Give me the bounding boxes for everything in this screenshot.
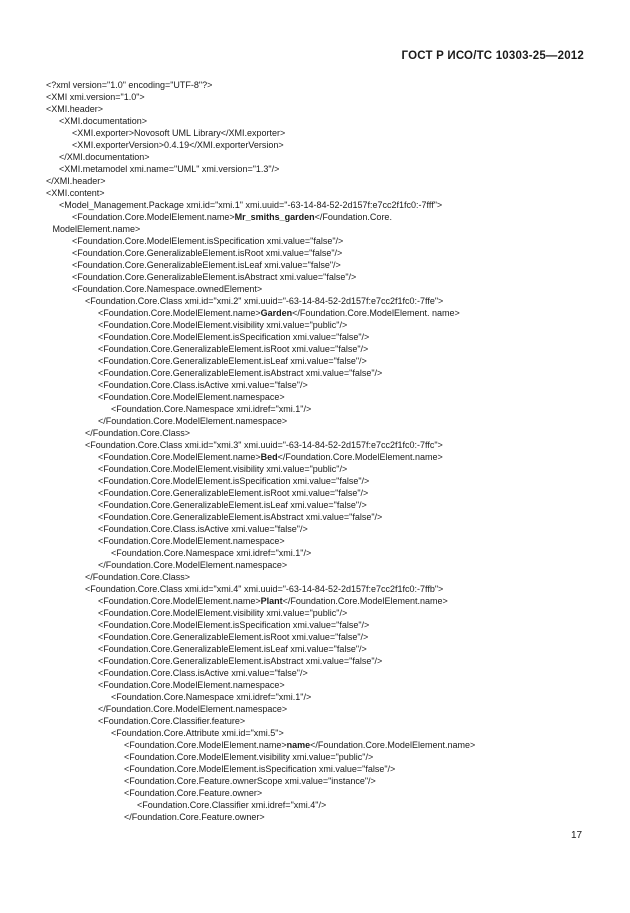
code-line: <Foundation.Core.GeneralizableElement.isLeaf xmi.value="false"/>	[98, 356, 367, 366]
code-line: <Foundation.Core.GeneralizableElement.isAbstract xmi.value="false"/>	[98, 368, 383, 378]
code-text: </Foundation.Core.ModelElement. name>	[292, 308, 460, 318]
code-line: <Foundation.Core.Class.isActive xmi.value="false"/>	[98, 524, 308, 534]
code-line: <Foundation.Core.ModelElement.namespace>	[98, 392, 285, 402]
code-line: </Foundation.Core.Class>	[85, 428, 191, 438]
code-line: <Foundation.Core.GeneralizableElement.isAbstract xmi.value="false"/>	[98, 656, 383, 666]
code-line: <Foundation.Core.ModelElement.visibility xmi.value="public"/>	[98, 320, 348, 330]
code-line: <Foundation.Core.Class.isActive xmi.value="false"/>	[98, 668, 308, 678]
code-line: <XMI.exporterVersion>0.4.19</XMI.exporterVersion>	[72, 140, 284, 150]
code-line: <Foundation.Core.Class xmi.id="xmi.3" xmi.uuid="-63-14-84-52-2d157f:e7cc2f1fc0:-7ffc">	[85, 440, 443, 450]
code-line: <Foundation.Core.Namespace xmi.idref="xmi.1"/>	[111, 548, 312, 558]
document-header: ГОСТ Р ИСО/ТС 10303-25—2012	[401, 50, 584, 62]
code-line: <Foundation.Core.Feature.ownerScope xmi.value="instance"/>	[124, 776, 376, 786]
code-line: <Foundation.Core.Namespace xmi.idref="xmi.1"/>	[111, 404, 312, 414]
code-line: </XMI.documentation>	[59, 152, 150, 162]
code-line: <Foundation.Core.Namespace.ownedElement>	[72, 284, 263, 294]
code-line: <Foundation.Core.GeneralizableElement.isLeaf xmi.value="false"/>	[72, 260, 341, 270]
code-line: <Foundation.Core.ModelElement.visibility xmi.value="public"/>	[98, 608, 348, 618]
code-line: <Foundation.Core.GeneralizableElement.isAbstract xmi.value="false"/>	[72, 272, 357, 282]
code-line: <Foundation.Core.ModelElement.isSpecification xmi.value="false"/>	[72, 236, 344, 246]
code-line: <Foundation.Core.GeneralizableElement.isRoot xmi.value="false"/>	[72, 248, 343, 258]
code-line: <Foundation.Core.ModelElement.isSpecification xmi.value="false"/>	[124, 764, 396, 774]
code-line: </Foundation.Core.ModelElement.namespace>	[98, 560, 288, 570]
code-line: <Foundation.Core.Classifier xmi.idref="xmi.4"/>	[137, 800, 327, 810]
code-text: <Foundation.Core.ModelElement.name>	[98, 308, 261, 318]
code-line	[124, 739, 475, 751]
page-number: 17	[571, 830, 583, 841]
code-line: </Foundation.Core.ModelElement.namespace>	[98, 416, 288, 426]
code-line: <XMI.documentation>	[59, 116, 148, 126]
code-line	[98, 307, 460, 319]
code-line: <XMI.exporter>Novosoft UML Library</XMI.exporter>	[72, 128, 286, 138]
code-line: <Foundation.Core.Namespace xmi.idref="xmi.1"/>	[111, 692, 312, 702]
code-line: </XMI.header>	[46, 176, 106, 186]
code-line: <XMI.metamodel xmi.name="UML" xmi.version="1.3"/>	[59, 164, 280, 174]
code-line: <Foundation.Core.Class xmi.id="xmi.4" xmi.uuid="-63-14-84-52-2d157f:e7cc2f1fc0:-7ffb">	[85, 584, 444, 594]
code-line: <Foundation.Core.Class xmi.id="xmi.2" xmi.uuid="-63-14-84-52-2d157f:e7cc2f1fc0:-7ffe">	[85, 296, 444, 306]
code-line	[98, 595, 448, 607]
code-text: </Foundation.Core.ModelElement.name>	[282, 596, 448, 606]
code-line: <Foundation.Core.GeneralizableElement.isAbstract xmi.value="false"/>	[98, 512, 383, 522]
element-name-value: name	[286, 740, 311, 750]
code-line: <Foundation.Core.Feature.owner>	[124, 788, 263, 798]
code-line: <Foundation.Core.Classifier.feature>	[98, 716, 246, 726]
code-line: <Foundation.Core.ModelElement.visibility xmi.value="public"/>	[124, 752, 374, 762]
code-line: <Foundation.Core.ModelElement.isSpecification xmi.value="false"/>	[98, 620, 370, 630]
code-line: <Foundation.Core.GeneralizableElement.isRoot xmi.value="false"/>	[98, 344, 369, 354]
element-name-value: Bed	[260, 452, 278, 462]
code-line: <Foundation.Core.Attribute xmi.id="xmi.5">	[111, 728, 284, 738]
code-line: <Foundation.Core.GeneralizableElement.isRoot xmi.value="false"/>	[98, 488, 369, 498]
code-text: <Foundation.Core.ModelElement.name>	[72, 212, 235, 222]
code-line	[72, 211, 392, 223]
code-text: <Foundation.Core.ModelElement.name>	[124, 740, 287, 750]
code-line: <Model_Management.Package xmi.id="xmi.1" xmi.uuid="-63-14-84-52-2d157f:e7cc2f1fc0:-7fff">	[59, 200, 443, 210]
element-name-value: Mr_smiths_garden	[234, 212, 315, 222]
code-line: </Foundation.Core.ModelElement.namespace>	[98, 704, 288, 714]
code-text: </Foundation.Core.ModelElement.name>	[310, 740, 476, 750]
code-line: <Foundation.Core.GeneralizableElement.isLeaf xmi.value="false"/>	[98, 500, 367, 510]
code-line: <Foundation.Core.ModelElement.visibility xmi.value="public"/>	[98, 464, 348, 474]
element-name-value: Plant	[260, 596, 283, 606]
code-text: </Foundation.Core.	[314, 212, 392, 222]
code-line: <XMI xmi.version="1.0">	[46, 92, 145, 102]
code-line	[98, 451, 443, 463]
code-text: <Foundation.Core.ModelElement.name>	[98, 596, 261, 606]
code-line: <Foundation.Core.GeneralizableElement.isLeaf xmi.value="false"/>	[98, 644, 367, 654]
code-line: </Foundation.Core.Class>	[85, 572, 191, 582]
code-line: <XMI.content>	[46, 188, 105, 198]
code-line: <Foundation.Core.ModelElement.isSpecification xmi.value="false"/>	[98, 332, 370, 342]
code-text: <Foundation.Core.ModelElement.name>	[98, 452, 261, 462]
code-line: <XMI.header>	[46, 104, 104, 114]
code-text: </Foundation.Core.ModelElement.name>	[277, 452, 443, 462]
code-line: <Foundation.Core.GeneralizableElement.isRoot xmi.value="false"/>	[98, 632, 369, 642]
code-line: <Foundation.Core.ModelElement.namespace>	[98, 536, 285, 546]
code-line: <?xml version="1.0" encoding="UTF-8"?>	[46, 80, 213, 90]
code-line: ModelElement.name>	[52, 224, 141, 234]
code-line: <Foundation.Core.Class.isActive xmi.value="false"/>	[98, 380, 308, 390]
element-name-value: Garden	[260, 308, 293, 318]
code-line: <Foundation.Core.ModelElement.isSpecification xmi.value="false"/>	[98, 476, 370, 486]
code-line: <Foundation.Core.ModelElement.namespace>	[98, 680, 285, 690]
code-line: </Foundation.Core.Feature.owner>	[124, 812, 265, 822]
